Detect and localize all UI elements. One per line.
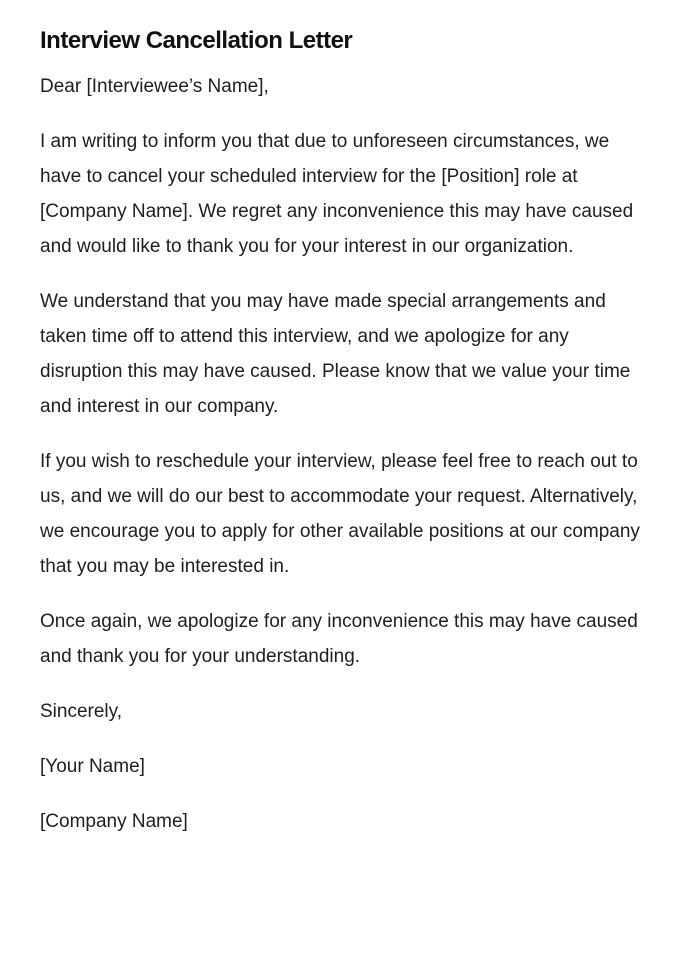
letter-paragraph: I am writing to inform you that due to unforeseen circumstances, we have to cancel your scheduled interview for the [Position] role at [Company Name]. We regret any inconvenience this may have caused and would like to thank you for your interest in our organization. xyxy=(40,131,634,257)
letter-closing: Sincerely, xyxy=(40,701,123,722)
letter-paragraph: Once again, we apologize for any inconvenience this may have caused and thank you for your understanding. xyxy=(40,611,638,667)
letter-salutation: Dear [Interviewee’s Name], xyxy=(40,76,269,97)
letter-document xyxy=(40,24,640,839)
letter-paragraph: If you wish to reschedule your interview, please feel free to reach out to us, and we will do our best to accommodate your request. Alternatively, we encourage you to apply for other available positions at our company that you may be interested in. xyxy=(40,451,640,577)
signer-company: [Company Name] xyxy=(40,811,188,832)
signer-name: [Your Name] xyxy=(40,756,145,777)
letter-paragraph: We understand that you may have made special arrangements and taken time off to attend this interview, and we apologize for any disruption this may have caused. Please know that we value your time and interest in our company. xyxy=(40,291,631,417)
letter-title: Interview Cancellation Letter xyxy=(40,27,353,54)
